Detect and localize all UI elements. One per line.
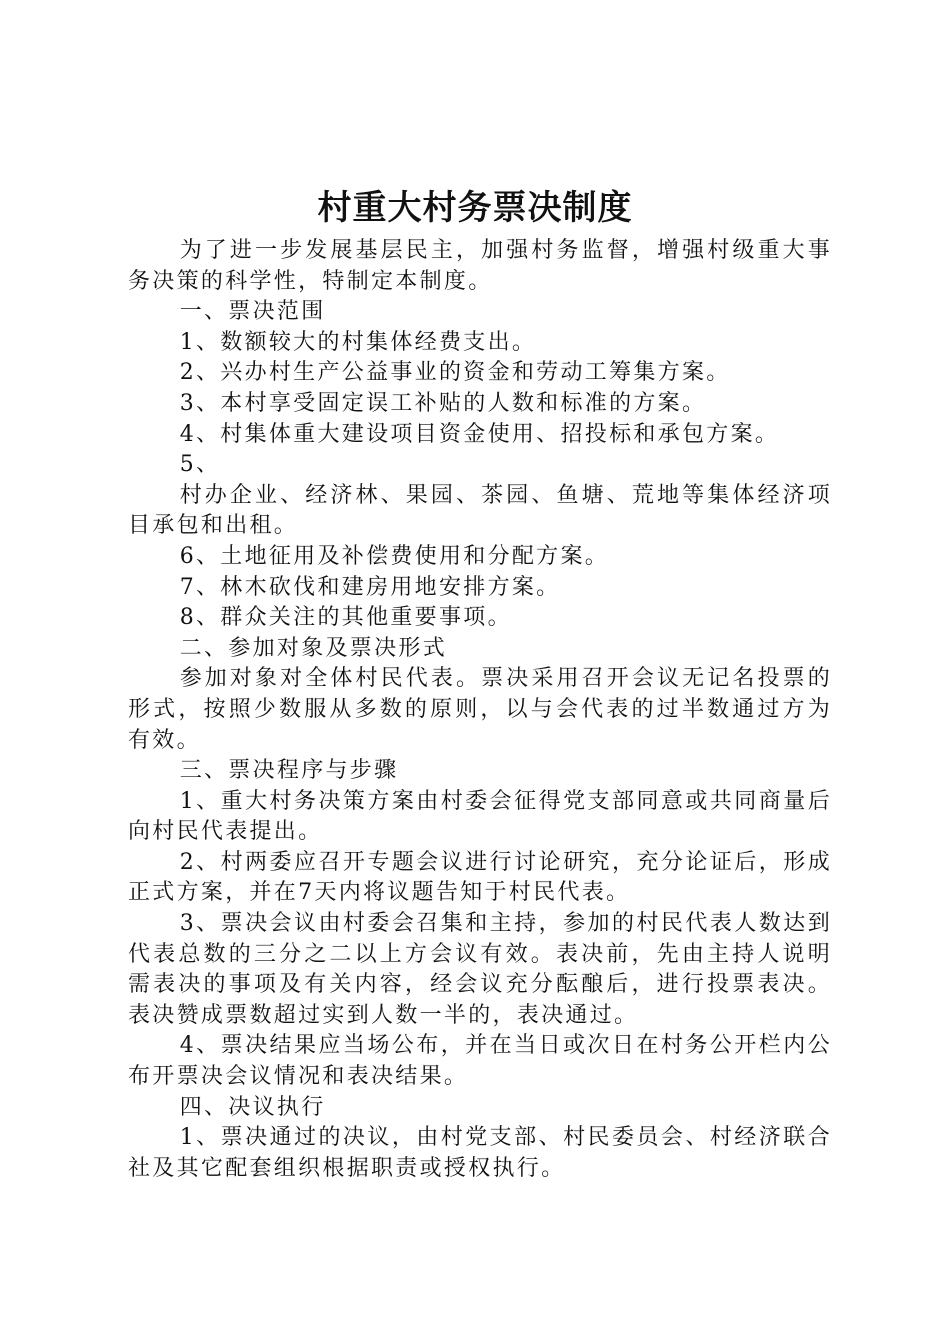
list-item: 村办企业、经济林、果园、茶园、鱼塘、荒地等集体经济项目承包和出租。 xyxy=(128,482,832,539)
list-item: 1、数额较大的村集体经费支出。 xyxy=(179,329,537,355)
body-paragraph: 参加对象对全体村民代表。票决采用召开会议无记名投票的形式，按照少数服从多数的原则，以与会代表的过半数通过方为有效。 xyxy=(128,666,832,753)
list-item: 2、村两委应召开专题会议进行讨论研究，充分论证后，形成正式方案，并在7天内将议题告知于村民代表。 xyxy=(128,849,832,906)
list-item: 3、票决会议由村委会召集和主持，参加的村民代表人数达到代表总数的三分之二以上方会议有效。表决前，先由主持人说明需表决的事项及有关内容，经会议充分酝酿后，进行投票表决。表决赞成票数超过实到人数一半的，表决通过。 xyxy=(128,911,832,1028)
list-item: 1、重大村务决策方案由村委会征得党支部同意或共同商量后向村民代表提出。 xyxy=(128,788,832,845)
list-item: 5、 xyxy=(179,452,221,478)
list-item: 1、票决通过的决议，由村党支部、村民委员会、村经济联合社及其它配套组织根据职责或授权执行。 xyxy=(128,1125,832,1181)
list-item: 3、本村享受固定误工补贴的人数和标准的方案。 xyxy=(179,390,707,416)
document-body xyxy=(128,236,832,1184)
list-item: 4、票决结果应当场公布，并在当日或次日在村务公开栏内公布开票决会议情况和表决结果。 xyxy=(128,1033,832,1090)
section-heading: 二、参加对象及票决形式 xyxy=(179,635,447,661)
intro-paragraph: 为了进一步发展基层民主，加强村务监督，增强村级重大事务决策的科学性，特制定本制度。 xyxy=(128,238,832,294)
list-item: 4、村集体重大建设项目资金使用、招投标和承包方案。 xyxy=(179,421,780,447)
list-item: 2、兴办村生产公益事业的资金和劳动工筹集方案。 xyxy=(179,360,731,386)
document-title: 村重大村务票决制度 xyxy=(317,188,633,228)
section-heading: 一、票决范围 xyxy=(179,299,326,325)
section-heading: 四、决议执行 xyxy=(179,1094,326,1120)
list-item: 8、群众关注的其他重要事项。 xyxy=(179,605,512,631)
section-heading: 三、票决程序与步骤 xyxy=(179,758,399,784)
list-item: 6、土地征用及补偿费使用和分配方案。 xyxy=(179,543,610,569)
list-item: 7、林木砍伐和建房用地安排方案。 xyxy=(179,574,561,600)
